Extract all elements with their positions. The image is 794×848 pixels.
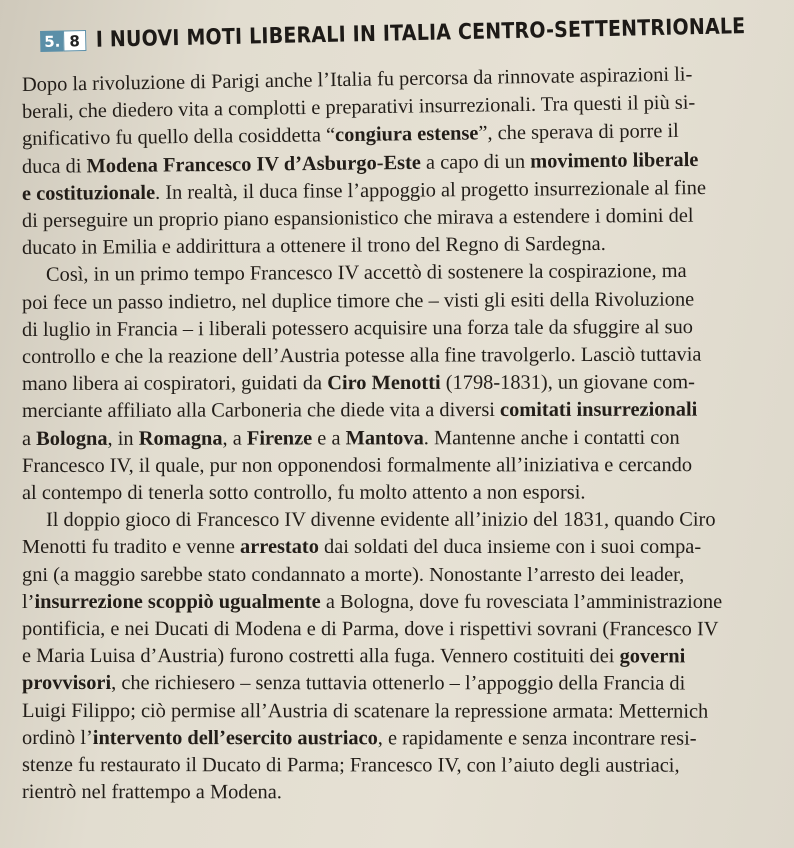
section-number-chapter: 5. [40,30,64,51]
text-segment: duca di [21,154,87,178]
text-segment: dai soldati del duca insieme con i suoi compa- [318,536,702,559]
text-segment: Luigi Filippo; ciò permise all’Austria di scatenare la repressione armata: Metternich [21,699,709,723]
section-number-badge [40,30,86,52]
text-line [22,424,772,453]
text-segment: gni (a maggio sarebbe stato condannato a morte). Nonostante l’arresto dei leader, [22,563,685,586]
text-line [22,725,772,753]
text-segment: ordinò l’ [21,726,93,749]
text-segment: , in [107,427,139,450]
text-segment: . In realtà, il duca finse l’appoggio al progetto insurrezionale al fine [154,176,707,204]
bold-term: insurrezione scoppiò ugualmente [34,590,321,613]
text-line [22,589,772,616]
text-segment: ”, che sperava di porre il [478,120,679,145]
bold-term: Ciro Menotti [327,372,441,395]
text-line [22,397,772,426]
text-line [22,534,772,561]
bold-term: Romagna [138,427,223,450]
text-segment: di perseguire un proprio piano espansionistico che mirava a estendere i domini del [21,204,694,233]
text-segment: Così, in un primo tempo Francesco IV accettò di sostenere la cospirazione, ma [45,260,687,287]
text-segment: stenze fu restaurato il Ducato di Parma; Francesco IV, con l’aiuto degli austriaci, [21,754,680,777]
text-segment: a Bologna, dove fu rovesciata l’amministrazione [320,590,723,613]
text-segment: Il doppio gioco di Francesco IV divenne evidente all’inizio del 1831, quando Ciro [45,508,716,532]
text-segment: (1798-1831), un giovane com- [440,371,695,395]
text-line [22,452,772,480]
text-line [22,314,772,344]
text-line [22,616,772,643]
text-segment: , e rapidamente e senza incontrare resi- [377,727,697,750]
text-segment: rientrò nel frattempo a Modena. [21,781,282,804]
bold-term: Bologna [36,427,108,450]
text-line [22,643,772,671]
bold-term: congiura estense [334,122,479,147]
text-line [22,698,772,726]
bold-term: movimento liberale [530,148,699,173]
text-line [22,479,772,507]
text-line [22,341,772,371]
text-segment: , che richiesero – senza tuttavia ottenerlo – l’appoggio della Francia di [111,672,686,695]
text-line [22,258,772,290]
bold-term: arrestato [240,536,319,559]
section-heading [40,15,746,52]
bold-term: intervento dell’esercito austriaco [92,726,378,750]
text-line [22,752,772,780]
text-line [22,286,772,317]
text-line [22,670,772,698]
bold-term: Firenze [246,427,313,450]
text-segment: , a [222,427,247,450]
text-segment: pontificia, e nei Ducati di Modena e di Parma, dove i rispettivi sovrani (Francesco IV [21,618,719,641]
text-segment: controllo e che la reazione dell’Austria potesse alla fine travolgerlo. Lasciò tuttavia [21,343,702,369]
text-segment: Menotti fu tradito e venne [22,536,241,559]
text-segment: Francesco IV, il quale, pur non opponendosi formalmente all’iniziativa e cercando [21,453,693,477]
text-line [22,369,772,398]
section-title: I NUOVI MOTI LIBERALI IN ITALIA CENTRO-SETTENTRIONALE [95,13,746,53]
text-segment: gnificativo fu quello della cosiddetta “ [21,124,336,151]
text-segment: a capo di un [420,150,531,174]
text-segment: berali, che diedero vita a complotti e preparativi insurrezionali. Tra questi il più si- [21,91,696,124]
text-segment: ducato in Emilia e addirittura a ottenere il trono del Regno di Sardegna. [21,233,606,260]
text-segment: merciante affiliato alla Carboneria che diede vita a diversi [21,399,501,423]
text-segment: a [21,427,37,450]
text-line [22,779,772,807]
bold-term: provvisori [21,672,112,695]
text-line [22,507,772,535]
bold-term: comitati insurrezionali [499,399,698,422]
text-segment: Dopo la rivoluzione di Parigi anche l’Italia fu percorsa da rinnovate aspirazioni li- [21,63,693,96]
text-segment: e Maria Luisa d’Austria) furono costretti alla fuga. Vennero costituiti dei [21,645,620,668]
text-segment: . Mantenne anche i contatti con [423,426,680,449]
text-segment: poi fece un passo indietro, nel duplice timore che – visti gli esiti della Rivoluzione [21,288,695,314]
text-segment: al contempo di tenerla sotto controllo, fu molto attento a non esporsi. [21,481,586,505]
text-segment: l’ [22,590,35,613]
bold-term: governi [619,645,686,668]
section-number-paragraph: 8 [63,30,86,51]
bold-term: Modena Francesco IV d’Asburgo-Este [86,151,422,177]
text-segment: mano libera ai cospiratori, guidati da [21,372,328,396]
bold-term: Mantova [345,426,424,450]
bold-term: e costituzionale [21,181,156,205]
body-text [21,63,772,806]
text-segment: di luglio in Francia – i liberali potessero acquisire una forza tale da sfuggire al suo [21,315,694,341]
text-segment: e a [312,427,346,450]
text-line [22,562,772,589]
